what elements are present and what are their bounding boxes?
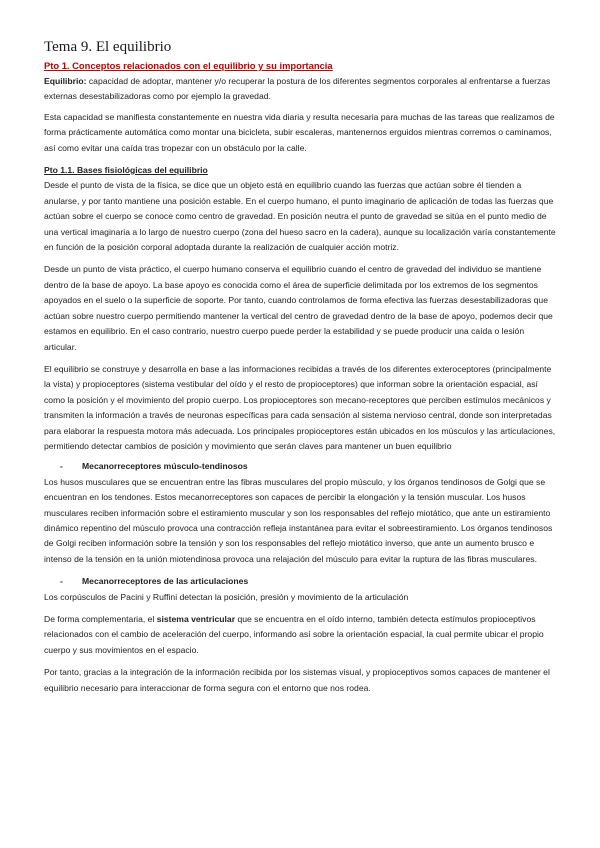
page-title: Tema 9. El equilibrio: [44, 39, 172, 55]
paragraph-capacidad: Esta capacidad se manifiesta constantemente en nuestra vida diaria y resulta necesaria para muchas de las tareas que realizamos de forma prácticamente automática como montar una bicicleta, subir escaleras, mantenernos erguidos mientras corremos o caminamos, así como evitar una caída tras tropezar con un obstáculo por la calle.: [44, 111, 555, 153]
paragraph-vestibular: [44, 612, 558, 658]
bullet-heading-articulaciones: [44, 574, 558, 589]
paragraph-pacini: Los corpúsculos de Pacini y Ruffini detectan la posición, presión y movimiento de la articulación: [44, 591, 409, 602]
paragraph-husos: Los husos musculares que se encuentran entre las fibras musculares del propio músculo, y los órganos tendinosos de Golgi que se encuentran en los tendones. Estos mecanorreceptores son capaces de percibir la elongación y la tensión muscular. Los husos musculares reciben información sobre el estiramiento muscular y son los responsables del reflejo miotático, que ante un estiramiento dinámico repentino del músculo provoca una contracción refleja instantánea para evitar el sobreestiramiento. Los órganos tendinosos de Golgi reciben información sobre la tensión y son los responsables del reflejo miotático inverso, que ante un aumento brusco e intenso de la tensión en la unión miotendinosa provoca una relajación del músculo para evitar la ruptura de las fibras musculares.: [44, 476, 553, 564]
vestibular-term: sistema ventricular: [156, 614, 236, 624]
bullet-dash: -: [60, 461, 63, 472]
bullet-dash: -: [60, 576, 63, 587]
paragraph-construye: El equilibrio se construye y desarrolla en base a las informaciones recibidas a través de los diferentes exteroceptores (principalmente la vista) y propioceptores (sistema vestibular del oído y el resto de propioceptores) que informan sobre la orientación espacial, así como la posición y el movimiento del propio cuerpo. Los propioceptores son mecano-receptores que perciben estímulos mecánicos y transmiten la información a través de neuronas específicas para cada sensación al sistema nervioso central, donde son interpretadas para elaborar la respuesta motora más adecuada. Los principales propioceptores están ubicados en los músculos y las articulaciones, permitiendo detectar cambios de posición y movimiento que serán claves para mantener un buen equilibrio: [44, 363, 556, 451]
definition-paragraph: [44, 74, 558, 105]
paragraph-practico: Desde un punto de vista práctico, el cuerpo humano conserva el equilibrio cuando el centro de gravedad del individuo se mantiene dentro de la base de apoyo. La base apoyo es conocida como el área de superficie delimitada por los extremos de los segmentos apoyados en el suelo o la superficie de soporte. Por tanto, cuando controlamos de forma efectiva las fuerzas desestabilizadoras que actúan sobre nuestro cuerpo permitiendo mantener la vertical del centro de gravedad dentro de la base de apoyo, podemos decir que estamos en equilibrio. En el caso contrario, nuestro cuerpo puede perder la estabilidad y se puede producir una caída o lesión articular.: [44, 264, 553, 352]
bullet-label: Mecanorreceptores de las articulaciones: [82, 576, 249, 587]
subsection-heading: Pto 1.1. Bases fisiológicas del equilibrio: [44, 165, 208, 176]
definition-text: capacidad de adoptar, mantener y/o recuperar la postura de los diferentes segmentos corporales al enfrentarse a fuerzas externas desestabilizadoras como por ejemplo la gravedad.: [44, 76, 551, 102]
vestibular-pre: De forma complementaria, el: [44, 614, 157, 624]
vestibular-post: que se encuentra en el oído interno, también detecta estímulos propioceptivos relacionados con el cambio de aceleración del cuerpo, informando así sobre la orientación espacial, la cual permite ubicar el propio cuerpo y sus movimientos en el espacio.: [44, 614, 544, 655]
bullet-heading-musculo: [44, 459, 558, 474]
paragraph-integracion: Por tanto, gracias a la integración de la información recibida por los sistemas visual, y propioceptivos somos capaces de mantener el equilibrio necesario para interaccionar de forma segura con el entorno que nos rodea.: [44, 667, 550, 693]
section-heading: Pto 1. Conceptos relacionados con el equilibrio y su importancia: [44, 60, 333, 71]
bullet-label: Mecanorreceptores músculo-tendinosos: [82, 461, 248, 472]
definition-term: Equilibrio:: [44, 76, 87, 86]
paragraph-fisica: Desde el punto de vista de la física, se dice que un objeto está en equilibrio cuando las fuerzas que actúan sobre él tienden a anularse, y por tanto mantiene una posición estable. En el cuerpo humano, el punto imaginario de aplicación de todas las fuerzas que actúan sobre el cuerpo se conoce como centro de gravedad. En posición neutra el punto de gravedad se sitúa en el punto medio de una vertical imaginaria a lo largo de nuestro cuerpo (zona del hueso sacro en la cadera), aunque su localización varía constantemente en función de la posición corporal adoptada durante la realización de cualquier acción motriz.: [44, 180, 556, 253]
